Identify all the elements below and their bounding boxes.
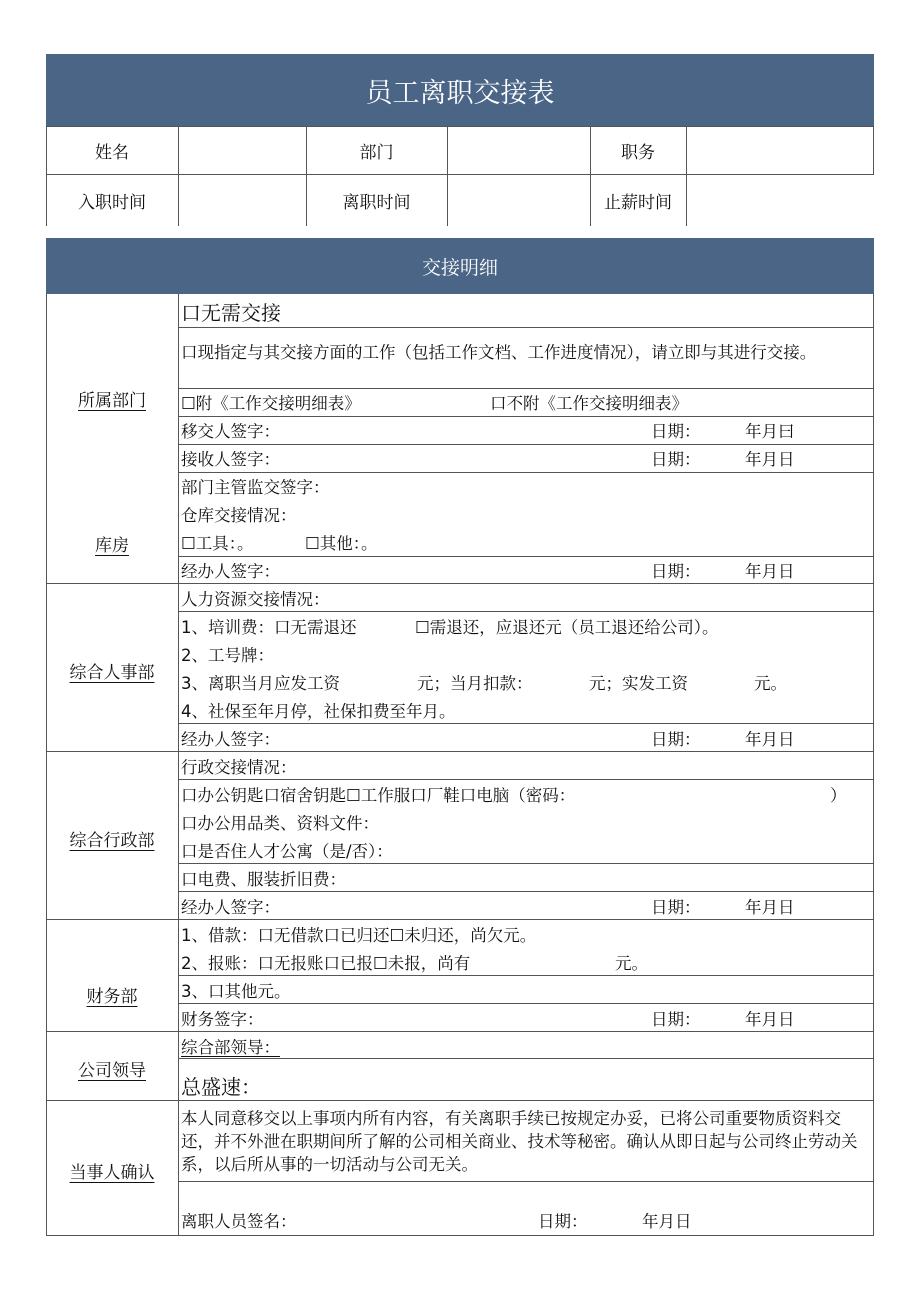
divider bbox=[46, 919, 874, 920]
date-label: 日期： bbox=[651, 450, 701, 469]
designated-handover-option[interactable]: 口现指定与其交接方面的工作（包括工作文档、工作进度情况），请立即与其进行交接。 bbox=[181, 343, 817, 362]
divider bbox=[46, 294, 47, 1236]
social-insurance-item: 4、社保至年月停，社保扣费至年月。 bbox=[181, 702, 456, 721]
finance-section-label: 财务部 bbox=[86, 987, 138, 1007]
divider bbox=[178, 327, 874, 328]
dept-leader-signature[interactable]: 综合部领导： bbox=[181, 1038, 280, 1057]
name-field[interactable] bbox=[179, 127, 305, 173]
training-refund-option[interactable]: ☐需退还，应退还元（员工退还给公司）。 bbox=[415, 618, 719, 637]
date-value: 年月日 bbox=[642, 1212, 692, 1231]
confirm-statement: 本人同意移交以上事项内所有内容，有关离职手续已按规定办妥，已将公司重要物质资料交还，并不外泄在职期间所了解的公司相关商业、技术等秘密。确认从即日起与公司终止劳动关系，以后所从事的一切活动与公司无关。 bbox=[181, 1109, 858, 1174]
finance-signature[interactable]: 财务签字： bbox=[181, 1010, 264, 1029]
handler-signature[interactable]: 经办人签字： bbox=[181, 898, 280, 917]
date-label: 日期： bbox=[651, 898, 701, 917]
stop-pay-date-label: 止薪时间 bbox=[604, 192, 672, 213]
section-title: 交接明细 bbox=[46, 238, 874, 294]
position-field[interactable] bbox=[687, 127, 873, 173]
salary-unit: 元。 bbox=[754, 674, 787, 693]
divider bbox=[178, 779, 874, 780]
apartment-option[interactable]: 口是否住人才公寓（是/否）： bbox=[181, 842, 393, 861]
admin-section-label: 综合行政部 bbox=[69, 831, 155, 851]
fees-option[interactable]: 口电费、服装折旧费： bbox=[181, 870, 346, 889]
date-value: 年月日 bbox=[745, 1010, 795, 1029]
date-value: 年月曰 bbox=[745, 422, 795, 441]
warehouse-status: 仓库交接情况： bbox=[181, 506, 297, 525]
leaver-signature[interactable]: 离职人员签名： bbox=[181, 1212, 297, 1231]
divider bbox=[178, 611, 874, 612]
salary-due: 3、离职当月应发工资 bbox=[181, 674, 340, 693]
divider bbox=[178, 472, 874, 473]
no-handover-option[interactable]: 口无需交接 bbox=[181, 301, 281, 325]
divider bbox=[178, 723, 874, 724]
handler-signature[interactable]: 经办人签字： bbox=[181, 730, 280, 749]
divider bbox=[178, 1058, 874, 1059]
salary-actual: 元；实发工资 bbox=[589, 674, 688, 693]
date-label: 日期： bbox=[651, 422, 701, 441]
hr-section-label: 综合人事部 bbox=[69, 663, 155, 683]
divider bbox=[46, 1100, 874, 1101]
position-label: 职务 bbox=[621, 142, 655, 163]
divider bbox=[178, 388, 874, 389]
divider bbox=[46, 583, 874, 584]
tools-option[interactable]: ☐工具：。 bbox=[181, 534, 254, 553]
divider bbox=[178, 556, 874, 557]
divider bbox=[178, 1003, 874, 1004]
receiver-signature[interactable]: 接收人签字： bbox=[181, 450, 280, 469]
divider bbox=[178, 891, 874, 892]
date-label: 日期： bbox=[651, 562, 701, 581]
training-fee-option[interactable]: 1、培训费：口无需退还 bbox=[181, 618, 357, 637]
department-field[interactable] bbox=[448, 127, 589, 173]
office-supplies-option[interactable]: 口办公用品类、资料文件： bbox=[181, 814, 379, 833]
stop-pay-date-field[interactable] bbox=[687, 175, 873, 225]
divider bbox=[873, 294, 874, 1236]
others-option[interactable]: ☐其他：。 bbox=[305, 534, 378, 553]
attach-detail-option[interactable]: ☐附《工作交接明细表》 bbox=[181, 394, 361, 413]
divider bbox=[178, 863, 874, 864]
gm-signature[interactable]: 总盛速： bbox=[181, 1075, 261, 1099]
divider bbox=[46, 751, 874, 752]
hr-status: 人力资源交接情况： bbox=[181, 590, 330, 609]
leave-date-label: 离职时间 bbox=[342, 192, 411, 213]
join-date-field[interactable] bbox=[179, 175, 305, 225]
leave-date-field[interactable] bbox=[448, 175, 589, 225]
transferor-signature[interactable]: 移交人签字： bbox=[181, 422, 280, 441]
other-option[interactable]: 3、口其他元。 bbox=[181, 982, 291, 1001]
supervisor-signature[interactable]: 部门主管监交签字： bbox=[181, 478, 330, 497]
dept-section-label: 所属部门 bbox=[78, 391, 146, 411]
join-date-label: 入职时间 bbox=[78, 192, 146, 213]
divider bbox=[178, 1181, 874, 1182]
date-label: 日期： bbox=[538, 1212, 588, 1231]
date-value: 年月日 bbox=[745, 730, 795, 749]
date-value: 年月日 bbox=[745, 562, 795, 581]
keys-options[interactable]: 口办公钥匙口宿舍钥匙☐工作服口厂鞋口电脑（密码： bbox=[181, 786, 576, 805]
salary-deduction: 元；当月扣款： bbox=[417, 674, 533, 693]
loan-options[interactable]: 1、借款：口无借款口已归还☐未归还，尚欠元。 bbox=[181, 926, 537, 945]
divider bbox=[873, 126, 874, 174]
keys-close: ） bbox=[830, 786, 847, 805]
badge-item: 2、工号牌： bbox=[181, 646, 274, 665]
reimburse-unit: 元。 bbox=[615, 954, 648, 973]
divider bbox=[46, 1235, 874, 1236]
confirm-section-label: 当事人确认 bbox=[69, 1163, 155, 1183]
date-label: 日期： bbox=[651, 1010, 701, 1029]
date-value: 年月日 bbox=[745, 450, 795, 469]
date-value: 年月日 bbox=[745, 898, 795, 917]
reimburse-options[interactable]: 2、报账：口无报账口已报☐未报，尚有 bbox=[181, 954, 471, 973]
not-attach-detail-option[interactable]: 口不附《工作交接明细表》 bbox=[490, 394, 688, 413]
leaders-section-label: 公司领导 bbox=[78, 1061, 146, 1081]
divider bbox=[178, 444, 874, 445]
admin-status: 行政交接情况： bbox=[181, 758, 297, 777]
name-label: 姓名 bbox=[95, 142, 129, 163]
divider bbox=[178, 294, 179, 1236]
department-label: 部门 bbox=[359, 142, 394, 163]
divider bbox=[178, 416, 874, 417]
handler-signature[interactable]: 经办人签字： bbox=[181, 562, 280, 581]
form-title: 员工离职交接表 bbox=[46, 54, 874, 126]
divider bbox=[46, 1031, 874, 1032]
date-label: 日期： bbox=[651, 730, 701, 749]
divider bbox=[178, 975, 874, 976]
warehouse-section-label: 库房 bbox=[95, 536, 129, 556]
